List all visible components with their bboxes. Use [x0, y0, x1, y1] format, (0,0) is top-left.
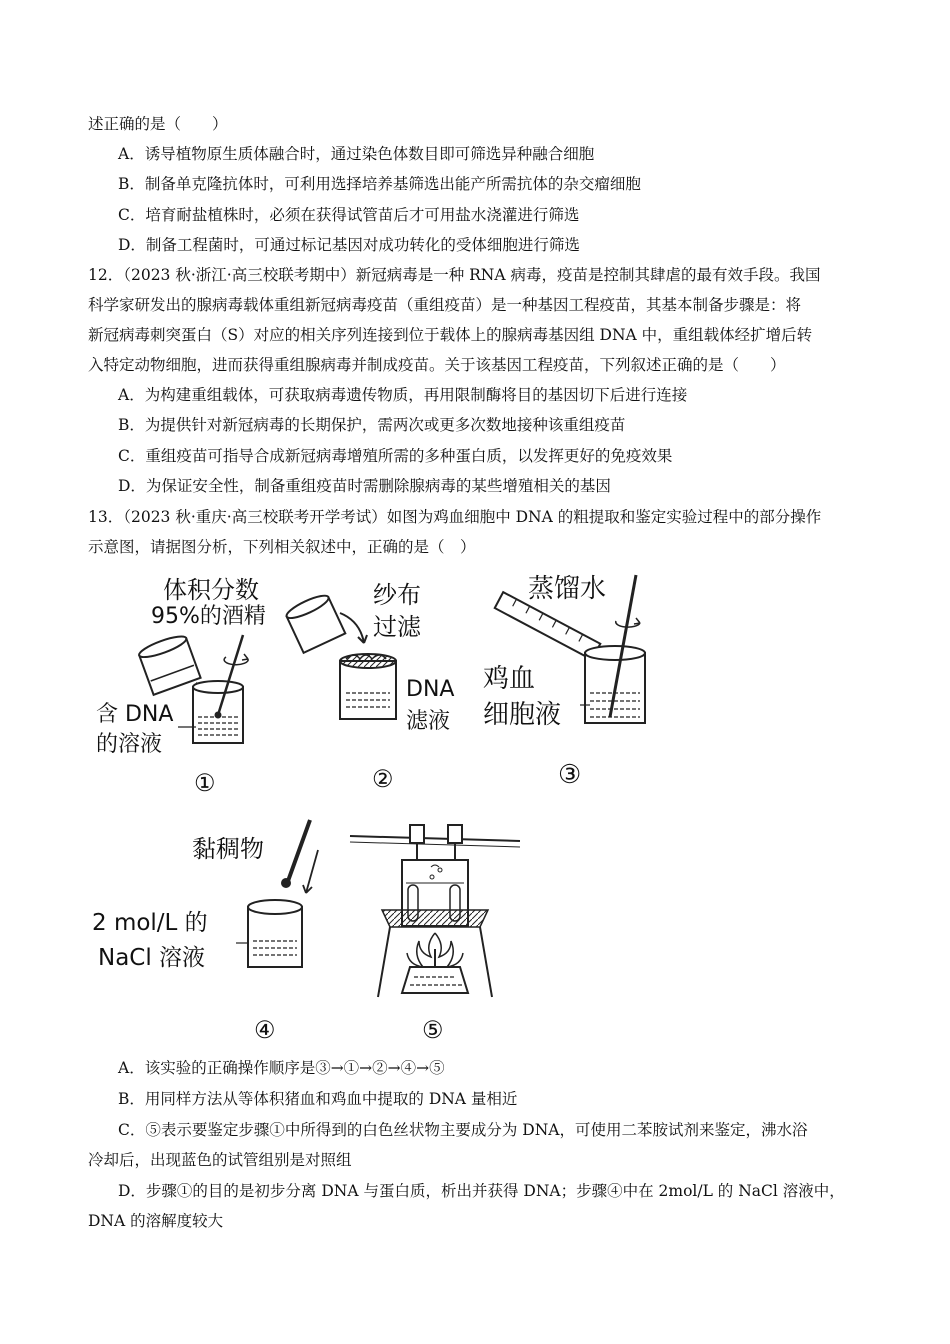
- label-sticky-substance: 黏稠物: [192, 835, 264, 863]
- label-chicken-blood-line1: 鸡血: [483, 664, 536, 694]
- label-gauze-line2: 过滤: [373, 613, 421, 641]
- label-chicken-blood-line2: 细胞液: [483, 700, 562, 730]
- q12-stem-line: 入特定动物细胞，进而获得重组腺病毒并制成疫苗。关于该基因工程疫苗，下列叙述正确的是（ ）: [88, 356, 786, 374]
- label-filtrate-line2: 滤液: [406, 709, 451, 734]
- q12-option-b: B．为提供针对新冠病毒的长期保护，需两次或更多次数地接种该重组疫苗: [118, 416, 626, 434]
- label-alcohol-line1: 体积分数: [163, 576, 259, 604]
- step-number-1: ①: [194, 769, 216, 797]
- q13-option-d: D．步骤①的目的是初步分离 DNA 与蛋白质，析出并获得 DNA；步骤④中在 2mol/L 的 NaCl 溶液中，: [118, 1182, 845, 1200]
- q13-stem-line: 13．（2023 秋·重庆·高三校联考开学考试）如图为鸡血细胞中 DNA 的粗提取和鉴定实验过程中的部分操作: [88, 508, 822, 526]
- label-dna-solution-line1: 含 DNA: [96, 702, 174, 727]
- q12-stem-line: 新冠病毒刺突蛋白（S）对应的相关序列连接到位于载体上的腺病毒基因组 DNA 中，重组载体经扩增后转: [88, 326, 813, 344]
- q13-option-c-cont: 冷却后，出现蓝色的试管组别是对照组: [88, 1151, 352, 1169]
- q11-option-b: B．制备单克隆抗体时，可利用选择培养基筛选出能产所需抗体的杂交瘤细胞: [118, 175, 641, 193]
- q11-option-d: D．制备工程菌时，可通过标记基因对成功转化的受体细胞进行筛选: [118, 236, 580, 254]
- label-distilled-water: 蒸馏水: [528, 574, 607, 604]
- q12-option-a: A．为构建重组载体，可获取病毒遗传物质，再用限制酶将目的基因切下后进行连接: [118, 386, 688, 404]
- q13-option-b: B．用同样方法从等体积猪血和鸡血中提取的 DNA 量相近: [118, 1090, 518, 1108]
- q13-option-c: C．⑤表示要鉴定步骤①中所得到的白色丝状物主要成分为 DNA，可使用二苯胺试剂来鉴定，沸水浴: [118, 1121, 808, 1139]
- label-filtrate-line1: DNA: [406, 677, 455, 702]
- q12-stem-line: 12．（2023 秋·浙江·高三校联考期中）新冠病毒是一种 RNA 病毒，疫苗是控制其肆虐的最有效手段。我国: [88, 266, 821, 284]
- step-number-2: ②: [372, 765, 394, 793]
- q11-stem: 述正确的是（ ）: [88, 115, 228, 133]
- q12-option-c: C．重组疫苗可指导合成新冠病毒增殖所需的多种蛋白质，以发挥更好的免疫效果: [118, 447, 673, 465]
- label-nacl-line1: 2 mol/L 的: [92, 910, 208, 936]
- step-number-4: ④: [254, 1016, 276, 1044]
- q13-option-d-cont: DNA 的溶解度较大: [88, 1212, 224, 1230]
- q11-option-a: A．诱导植物原生质体融合时，通过染色体数目即可筛选异种融合细胞: [118, 145, 595, 163]
- label-nacl-line2: NaCl 溶液: [98, 945, 206, 971]
- label-gauze-line1: 纱布: [373, 581, 421, 609]
- step2-illustration: [284, 581, 454, 793]
- step3-illustration: [483, 574, 645, 790]
- q13-option-a: A．该实验的正确操作顺序是③→①→②→④→⑤: [118, 1059, 445, 1077]
- step1-illustration: [96, 576, 266, 797]
- step5-illustration: [350, 825, 520, 1044]
- label-alcohol-line2: 95%的酒精: [151, 604, 266, 629]
- q12-stem-line: 科学家研发出的腺病毒载体重组新冠病毒疫苗（重组疫苗）是一种基因工程疫苗，其基本制备步骤是：将: [88, 296, 802, 314]
- q13-stem-line: 示意图，请据图分析，下列相关叙述中，正确的是（ ）: [88, 538, 476, 556]
- step-number-5: ⑤: [422, 1016, 444, 1044]
- q11-option-c: C．培育耐盐植株时，必须在获得试管苗后才可用盐水浇灌进行筛选: [118, 206, 580, 224]
- q12-option-d: D．为保证安全性，制备重组疫苗时需删除腺病毒的某些增殖相关的基因: [118, 477, 611, 495]
- step-number-3: ③: [558, 760, 582, 790]
- dna-extraction-figure: [88, 565, 888, 1055]
- label-dna-solution-line2: 的溶液: [96, 732, 163, 757]
- step4-illustration: [92, 820, 318, 1044]
